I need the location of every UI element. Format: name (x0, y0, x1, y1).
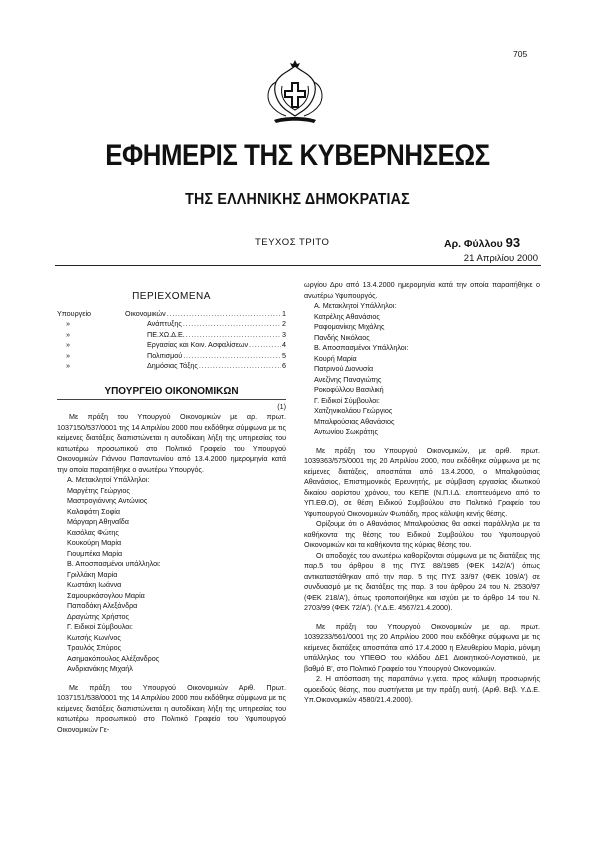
toc-bullet: » (66, 340, 70, 350)
list-item: Ροκοφύλλου Βασιλική (314, 385, 384, 394)
decision-paragraph: Με πράξη του Υπουργού Οικονομικών με αρ. πρωτ. 1039233/561/0001 της 20 Απριλίου 2000 που εκδόθηκε σύμφωνα με τις κείμενες διατάξεις αποσπάται από 17.4.2000 η Ελευθερίου Μαρία, μόνιμη υπάλληλος του ΥΠΕΘΟ του κλάδου ΔΕ1 Διοικητικού-Λογιστικού, με βαθμό Β', στο Πολιτικό Γραφείο του Υπουργού Οικονομικών. (304, 621, 540, 673)
list-item: Αντωνίου Σωκράτης (314, 427, 378, 436)
toc-bullet: » (66, 319, 70, 329)
list-item: Κασόλας Φώτης (67, 527, 119, 537)
toc-row (57, 309, 286, 320)
gazette-masthead: ΕΦΗΜΕΡΙΣ ΤΗΣ ΚΥΒΕΡΝΗΣΕΩΣ (105, 139, 490, 172)
list-item: Παπαδάκη Αλεξάνδρα (67, 601, 138, 611)
list-item: Ανδριανάκης Μιχαήλ (67, 664, 133, 674)
list-item: Καλαφάτη Σοφία (67, 506, 121, 516)
decision-paragraph: Με πράξη του Υπουργού Οικονομικών, με αριθ. πρωτ. 1039363/575/0001 της 20 Απριλίου 2000, που εκδόθηκε σύμφωνα με τις κείμενες διατάξεις, αποσπάται από 13.4.2000, ο Μπαλφούσιας Αθανάσιος, Επιστημονικός Ερευνητής, με σύμβαση εργασίας ιδιωτικού δικαίου αορίστου χρόνου, του ΚΕΠΕ (Ν.Π.Ι.Δ. εποπτευόμενο από το ΥΠ.ΕΘ.Ο), σε θέση Ειδικού Συμβούλου στο Πολιτικό Γραφείο του Υφυπουργού Οικονομικών Φωτιάδη, προς κάλυψη κενής θέσης. (304, 445, 540, 518)
list-item: Γ. Ειδικοί Σύμβουλοι: (67, 622, 133, 632)
decision-paragraph: Ορίζουμε ότι ο Αθανάσιος Μπαλφούσιας θα ασκεί παράλληλα με τα καθήκοντα της θέσης του Ειδικού Συμβούλου του Υφυπουργού Οικονομικών και τα καθήκοντα της κύριας θέσης του. (304, 519, 540, 549)
toc-label: » Εργασίας και Κοιν. Ασφαλίσεων (57, 340, 248, 351)
toc-page: 1 (282, 308, 286, 318)
left-column (57, 270, 286, 735)
decision-paragraph: ωργίου Δρυ από 13.4.2000 ημερομηνία κατά την οποία παραιτήθηκε ο ανωτέρω Υφυπουργός. (304, 280, 540, 300)
issue-date: 21 Απριλίου 2000 (463, 253, 538, 264)
toc-row (57, 340, 286, 351)
list-item: Μαργέτης Γεώργιος (67, 485, 130, 495)
toc-leader-dots (167, 309, 281, 320)
decision-paragraph: Με πράξη του Υπουργού Οικονομικών Αριθ. Πρωτ. 1037151/538/0001 της 14 Απριλίου 2000 που εκδόθηκε σύμφωνα με τις κείμενες διατάξεις διαπιστώνεται η αυτοδίκαιη λήξη της υπηρεσίας του κατωτέρω προσωπικού στο Πολιτικό Γραφείο του Υφυπουργού Οικονομικών Γε- (57, 682, 286, 734)
list-item: Κουκούρη Μαρία (67, 538, 122, 548)
header-rule (55, 265, 541, 266)
gazette-subtitle: ΤΗΣ ΕΛΛΗΝΙΚΗΣ ΔΗΜΟΚΡΑΤΙΑΣ (185, 191, 410, 208)
list-item: Μαστρογιάννης Αντώνιος (67, 496, 148, 506)
list-item: Γιουμπέκα Μαρία (67, 548, 123, 558)
list-item: Τραυλός Σπύρος (67, 643, 122, 653)
page-number: 705 (513, 49, 528, 59)
toc-page: 2 (282, 319, 286, 329)
sheet-number (444, 235, 520, 250)
list-item: Μπαλφούσιας Αθανάσιος (314, 416, 395, 426)
toc-page: 4 (282, 340, 286, 350)
list-item: Γ. Ειδικοί Σύμβουλοι: (314, 395, 380, 405)
list-item: Σαμουρκάσογλου Μαρία (67, 590, 145, 600)
toc-page: 5 (282, 350, 286, 360)
list-item: Κατρέλης Αθανάσιος (314, 311, 380, 321)
toc-row (57, 330, 286, 341)
section-number: (1) (277, 401, 286, 411)
toc-leader-dots (183, 351, 281, 362)
personnel-list (304, 301, 540, 438)
decision-paragraph: 2. Η απόσπαση της παραπάνω γ.γετα. προς κάλυψη προσωρινής ομοειδούς θέσης, που συστήνεται με την πράξη αυτή. (Αριθ. Βεβ. Υ.Δ.Ε. Υπ.Οικονομικών 4580/21.4.2000). (304, 674, 540, 704)
sheet-label: Αρ. Φύλλου (444, 238, 503, 250)
toc-label: » Δημόσιας Τάξης (57, 361, 198, 372)
list-item: Μάργαρη Αθηναΐδα (67, 517, 129, 527)
toc-leader-dots (199, 361, 281, 372)
list-item: Ανεζίνης Παναγιώτης (314, 374, 382, 384)
right-column (304, 280, 540, 706)
list-item: Κωτσής Κων/νος (67, 632, 121, 642)
list-item: Γριλλάκη Μαρία (67, 569, 118, 579)
list-item: Κωστάκη Ιωάννα (67, 580, 122, 590)
toc-label: » Ανάπτυξης (57, 319, 182, 330)
toc-row (57, 319, 286, 330)
greek-coat-of-arms-emblem (262, 60, 328, 126)
toc-label: » Πολιτισμού (57, 351, 182, 362)
toc-label: » ΠΕ.ΧΩ.Δ.Ε. (57, 330, 185, 341)
list-item: Χατζηνικολάου Γεώργιος (314, 406, 393, 415)
heading-rule (57, 399, 286, 400)
list-item: Α. Μετακλητοί Υπάλληλοι: (314, 301, 397, 310)
decision-paragraph: Οι αποδοχές του ανωτέρω καθορίζονται σύμφωνα με τις διατάξεις της παρ.5 του άρθρου 8 της ΠΥΣ 88/1985 (ΦΕΚ 142/Α') όπως αντικαταστάθηκαν από την παρ. 5 της ΠΥΣ 33/97 (ΦΕΚ 109/Α') σε συνδυασμό με τις διατάξεις της παρ. 3 του άρθρου 24 του Ν. 2530/97 (ΦΕΚ 218/Α'), όπως τροποποιήθηκε και ισχύει με το άρθρο 14 του Ν. 2703/99 (ΦΕΚ 72/Α'). (Υ.Δ.Ε. 4567/21.4.2000). (304, 550, 540, 612)
toc-bullet: » (66, 350, 70, 360)
toc-bullet: » (66, 361, 70, 371)
toc-leader-dots (183, 319, 281, 330)
list-item: Δραγώτης Χρήστος (67, 611, 129, 621)
toc-bullet: » (66, 329, 70, 339)
list-item: Πατρινού Διονυσία (314, 364, 374, 373)
list-item: Ασημακόπουλος Αλέξανδρος (67, 653, 160, 663)
ministry-heading: ΥΠΟΥΡΓΕΙΟ ΟΙΚΟΝΟΜΙΚΩΝ (104, 385, 239, 398)
toc-row (57, 361, 286, 372)
toc-page: 3 (282, 329, 286, 339)
toc-leader-dots (186, 330, 281, 341)
toc-page: 6 (282, 361, 286, 371)
toc-label: Υπουργείο Οικονομικών (57, 308, 166, 318)
list-item: Β. Αποσπασμένοι υπάλληλοι: (67, 559, 161, 569)
decision-paragraph: Με πράξη του Υπουργού Οικονομικών με αρ. πρωτ. 1037150/537/0001 της 14 Απριλίου 2000 που εκδόθηκε σύμφωνα με τις κείμενες διατάξεις διαπιστώνεται η αυτοδίκαιη λήξη της υπηρεσίας του κατωτέρω προσωπικού στο Πολιτικό Γραφείο του Υπουργού Οικονομικών Γιάννου Παπαντωνίου από 13.4.2000 ημερομηνία κατά την οποία παραιτήθηκε ο ανωτέρω Υπουργός. (57, 412, 286, 474)
toc-list (57, 319, 286, 372)
toc-row (57, 351, 286, 362)
list-item: Β. Αποσπασμένοι Υπάλληλοι: (314, 343, 409, 352)
toc-leader-dots (249, 340, 281, 351)
list-item: Α. Μετακλητοί Υπάλληλοι: (67, 475, 150, 485)
list-item: Κουρή Μαρία (314, 353, 357, 363)
list-item: Πανδής Νικόλαος (314, 332, 370, 342)
list-item: Ραφομανίκης Μιχάλης (314, 322, 385, 331)
personnel-list (57, 475, 286, 675)
sheet-number-value: 93 (505, 235, 521, 250)
contents-heading: ΠΕΡΙΕΧΟΜΕΝΑ (132, 291, 211, 302)
issue-type: ΤΕΥΧΟΣ ΤΡΙΤΟ (255, 237, 330, 248)
